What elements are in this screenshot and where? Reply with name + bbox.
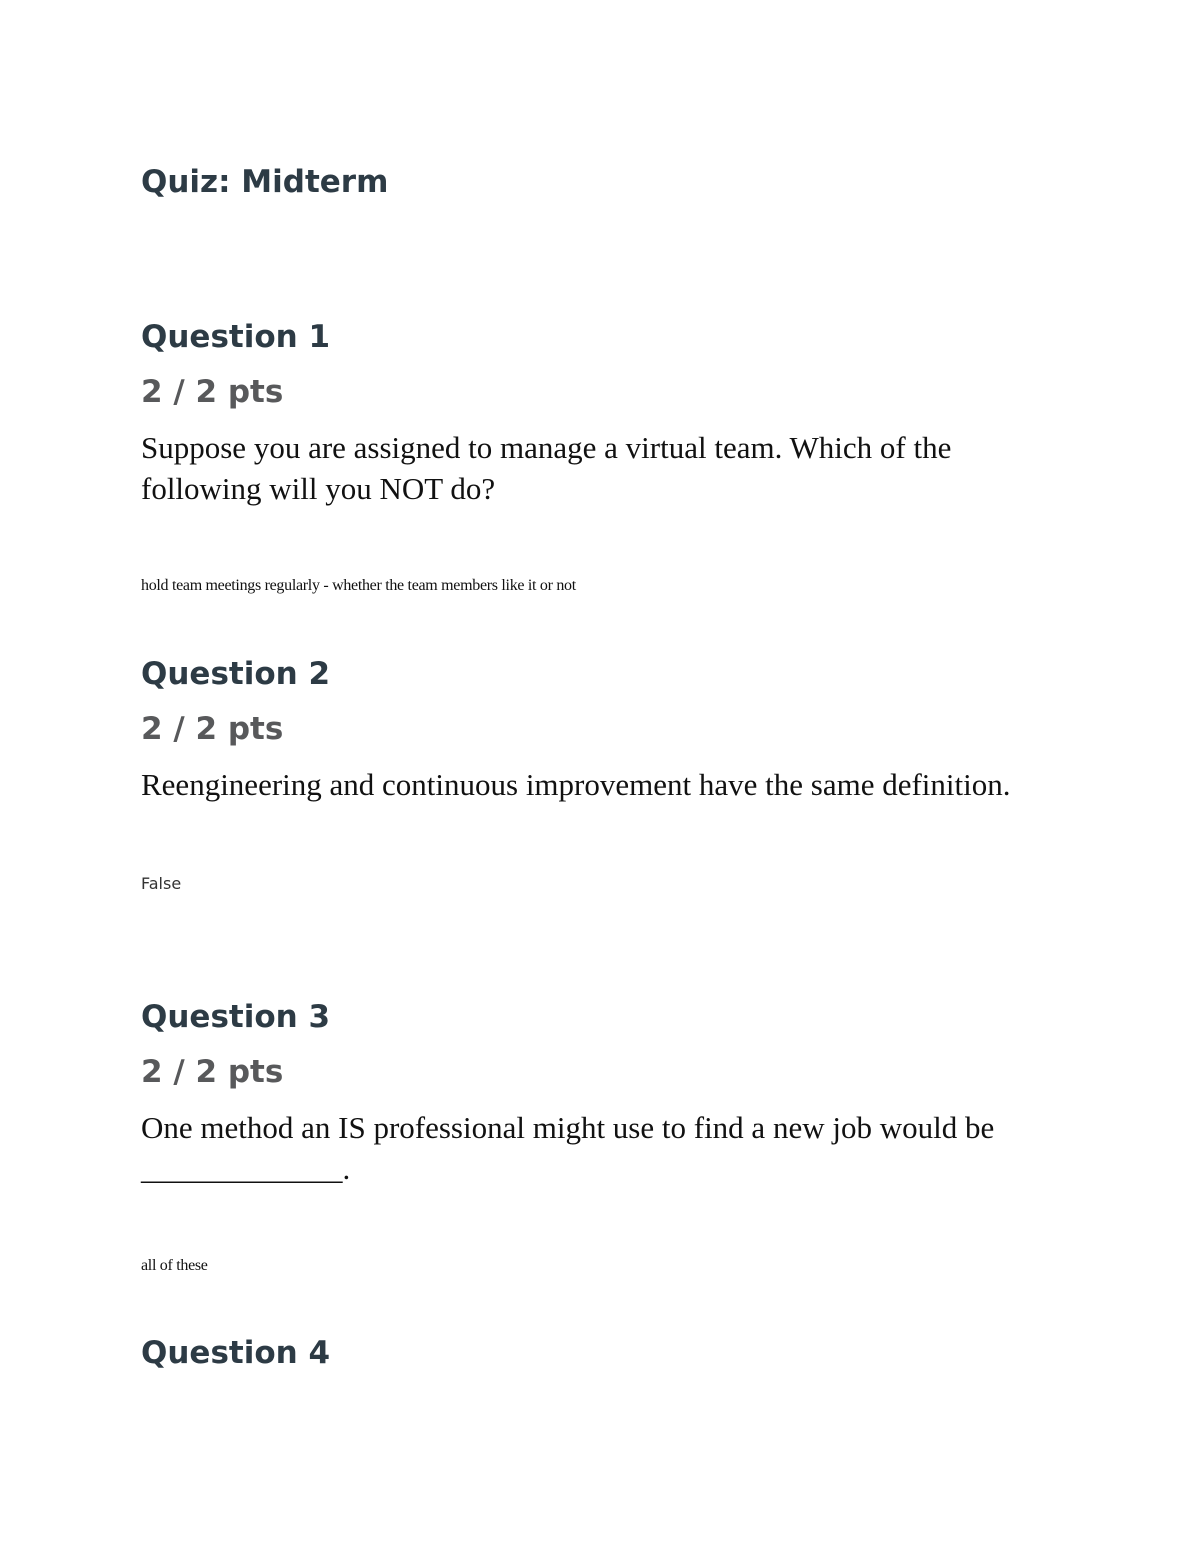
quiz-title: Quiz: Midterm xyxy=(141,164,389,200)
question-1-points: 2 / 2 pts xyxy=(141,374,284,410)
question-3-answer: all of these xyxy=(141,1257,208,1274)
question-1-answer: hold team meetings regularly - whether the team members like it or not xyxy=(141,577,576,594)
question-2-answer: False xyxy=(141,874,182,893)
question-1-text: Suppose you are assigned to manage a virtual team. Which of the following will you NOT do? xyxy=(141,430,952,506)
question-2-points: 2 / 2 pts xyxy=(141,711,284,747)
question-1-heading: Question 1 xyxy=(141,319,331,355)
question-2-heading: Question 2 xyxy=(141,656,331,692)
question-3-heading: Question 3 xyxy=(141,999,331,1035)
question-2-text: Reengineering and continuous improvement have the same definition. xyxy=(141,767,1011,802)
question-3-points: 2 / 2 pts xyxy=(141,1054,284,1090)
question-4-heading: Question 4 xyxy=(141,1335,331,1371)
question-3-text: One method an IS professional might use to find a new job would be _____________. xyxy=(141,1110,995,1186)
